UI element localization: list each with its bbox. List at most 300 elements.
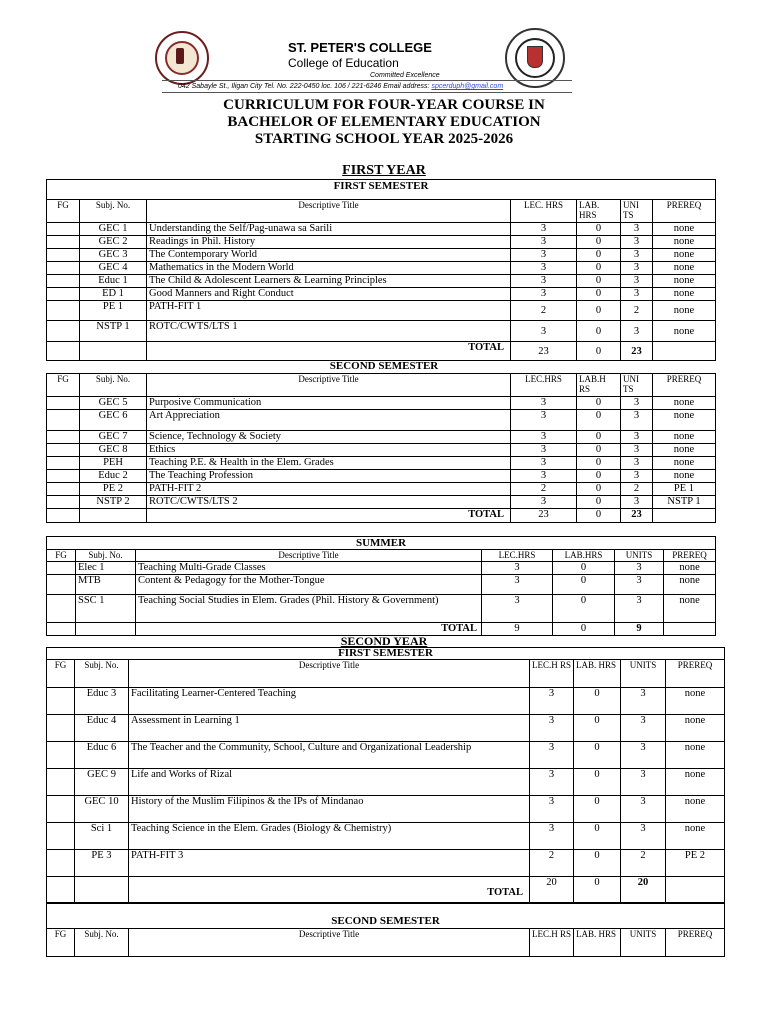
fg-cell [47,262,80,275]
lab-hrs: 0 [577,470,621,483]
lab-hrs: 0 [577,301,621,321]
total-label: TOTAL [136,623,482,636]
total-lec: 23 [511,342,577,361]
fg-cell [47,457,80,470]
table-caption-row [47,904,725,929]
fg-cell [47,321,80,342]
table-row [47,470,716,483]
column-header: LEC.H RS [530,660,574,688]
units: 3 [621,249,653,262]
document-title-line-3: STARTING SCHOOL YEAR 2025-2026 [254,131,514,147]
units: 3 [621,262,653,275]
education-seal-logo [505,28,565,88]
units: 3 [621,715,666,742]
prereq: PE 1 [653,483,716,496]
curriculum-table-y2-s1 [46,647,725,903]
column-header: FG [47,374,80,397]
prereq: none [664,575,716,595]
subject-code: GEC 5 [80,397,147,410]
fg-cell [47,796,75,823]
total-lec: 20 [530,877,574,903]
prereq: none [653,444,716,457]
total-units: 20 [621,877,666,903]
lec-hrs: 3 [511,457,577,470]
semester-heading-second: SECOND SEMESTER [329,360,439,372]
total-row [47,509,716,523]
fg-cell [47,483,80,496]
units: 2 [621,301,653,321]
subject-code: GEC 7 [80,431,147,444]
table-row [47,483,716,496]
column-header: UNITS [621,660,666,688]
fg-cell [47,715,75,742]
empty-cell [653,342,716,361]
column-header: UNI TS [621,200,653,223]
lab-hrs: 0 [577,236,621,249]
units: 2 [621,483,653,496]
prereq: none [666,769,725,796]
subject-code: NSTP 1 [80,321,147,342]
units: 3 [621,742,666,769]
table-row [47,236,716,249]
address-text: 042 Sabayle St., Iligan City Tel. No. 222-0450 loc. 106 / 221-6246 Email address: [178,83,432,90]
lec-hrs: 3 [511,249,577,262]
prereq: none [653,249,716,262]
prereq: none [653,410,716,431]
column-header: LAB. HRS [577,200,621,223]
lab-hrs: 0 [574,715,621,742]
fg-cell [47,223,80,236]
subject-code: Sci 1 [75,823,129,850]
subject-code: GEC 4 [80,262,147,275]
prereq: none [666,796,725,823]
prereq: none [653,397,716,410]
lab-hrs: 0 [577,397,621,410]
lec-hrs: 3 [511,288,577,301]
table-row [47,444,716,457]
units: 3 [615,575,664,595]
units: 3 [621,796,666,823]
column-header: Subj. No. [76,550,136,562]
column-header: LEC.HRS [482,550,553,562]
column-header: UNITS [621,929,666,957]
lab-hrs: 0 [574,688,621,715]
lec-hrs: 3 [482,575,553,595]
column-header: LAB.H RS [577,374,621,397]
semester-label: FIRST SEMESTER [47,648,725,660]
column-header: PREREQ [653,200,716,223]
total-label: TOTAL [129,877,530,903]
fg-cell [47,877,75,903]
subject-title: ROTC/CWTS/LTS 2 [147,496,511,509]
column-header: PREREQ [666,929,725,957]
column-header: UNITS [615,550,664,562]
column-header: LAB. HRS [574,660,621,688]
column-header: Descriptive Title [136,550,482,562]
table-row [47,249,716,262]
table-row [47,823,725,850]
curriculum-table-y1-s2 [46,373,716,523]
units: 3 [621,410,653,431]
lec-hrs: 3 [511,444,577,457]
prereq: none [653,275,716,288]
subject-code: GEC 2 [80,236,147,249]
subject-code: GEC 9 [75,769,129,796]
total-units: 23 [621,342,653,361]
units: 3 [621,444,653,457]
subject-title: The Teacher and the Community, School, Culture and Organizational Leadership [129,742,530,769]
lec-hrs: 2 [511,301,577,321]
column-header: Descriptive Title [129,929,530,957]
college-address [178,83,503,90]
fg-cell [47,470,80,483]
table-row [47,742,725,769]
lab-hrs: 0 [577,275,621,288]
units: 3 [621,769,666,796]
column-header: FG [47,929,75,957]
units: 3 [621,236,653,249]
subject-code: PE 3 [75,850,129,877]
subject-title: Understanding the Self/Pag-unawa sa Sarili [147,223,511,236]
lec-hrs: 3 [511,496,577,509]
total-lab: 0 [574,877,621,903]
prereq: none [664,562,716,575]
column-header: UNI TS [621,374,653,397]
lab-hrs: 0 [574,796,621,823]
table-row [47,796,725,823]
subject-title: Art Appreciation [147,410,511,431]
total-label: TOTAL [147,342,511,361]
table-row [47,496,716,509]
fg-cell [47,275,80,288]
fg-cell [47,496,80,509]
table-row [47,397,716,410]
total-lab: 0 [553,623,615,636]
subject-title: Good Manners and Right Conduct [147,288,511,301]
subject-code: GEC 6 [80,410,147,431]
table-row [47,262,716,275]
subject-title: The Teaching Profession [147,470,511,483]
subject-code: GEC 10 [75,796,129,823]
units: 3 [615,562,664,575]
column-header: FG [47,550,76,562]
fg-cell [47,342,80,361]
prereq: none [653,321,716,342]
prereq: none [653,431,716,444]
lab-hrs: 0 [577,431,621,444]
table-row [47,223,716,236]
prereq: PE 2 [666,850,725,877]
subject-code: PEH [80,457,147,470]
lab-hrs: 0 [553,562,615,575]
units: 3 [621,457,653,470]
semester-label: SUMMER [47,537,716,550]
units: 3 [621,321,653,342]
fg-cell [47,562,76,575]
subject-code: PE 1 [80,301,147,321]
table-row [47,769,725,796]
table-header-row [47,374,716,397]
units: 3 [621,397,653,410]
fg-cell [47,288,80,301]
table-header-row [47,929,725,957]
table-row [47,288,716,301]
total-lab: 0 [577,509,621,523]
subject-title: Readings in Phil. History [147,236,511,249]
empty-cell [75,877,129,903]
units: 3 [621,470,653,483]
total-label: TOTAL [147,509,511,523]
lec-hrs: 3 [511,410,577,431]
lab-hrs: 0 [577,444,621,457]
units: 3 [615,595,664,623]
document-title-line-2: BACHELOR OF ELEMENTARY EDUCATION [227,114,541,130]
lec-hrs: 3 [511,470,577,483]
subject-title: PATH-FIT 1 [147,301,511,321]
header-divider-bottom [162,92,572,93]
total-lab: 0 [577,342,621,361]
lec-hrs: 3 [530,823,574,850]
lec-hrs: 3 [511,223,577,236]
lab-hrs: 0 [577,410,621,431]
lab-hrs: 0 [574,769,621,796]
prereq: none [666,823,725,850]
column-header: Descriptive Title [129,660,530,688]
column-header: Subj. No. [75,660,129,688]
subject-code: MTB [76,575,136,595]
table-row [47,321,716,342]
subject-title: Teaching Multi-Grade Classes [136,562,482,575]
lab-hrs: 0 [574,823,621,850]
college-subtitle: College of Education [288,56,399,70]
subject-title: Purposive Communication [147,397,511,410]
table-header-row [47,660,725,688]
column-header: LEC.HRS [511,374,577,397]
empty-cell [80,342,147,361]
prereq: none [653,457,716,470]
column-header: Subj. No. [80,374,147,397]
fg-cell [47,850,75,877]
document-title-line-1: CURRICULUM FOR FOUR-YEAR COURSE IN [223,97,545,113]
subject-title: PATH-FIT 2 [147,483,511,496]
subject-code: PE 2 [80,483,147,496]
lab-hrs: 0 [574,850,621,877]
prereq: none [653,301,716,321]
fg-cell [47,688,75,715]
lec-hrs: 3 [530,796,574,823]
prereq: none [666,742,725,769]
lec-hrs: 3 [511,431,577,444]
subject-title: Facilitating Learner-Centered Teaching [129,688,530,715]
semester-label: SECOND SEMESTER [47,904,725,929]
subject-title: History of the Muslim Filipinos & the IPs of Mindanao [129,796,530,823]
table-caption-row [47,648,725,660]
table-caption-row [47,180,716,200]
subject-title: Mathematics in the Modern World [147,262,511,275]
column-header: LEC. HRS [511,200,577,223]
college-seal-logo [155,31,209,85]
email-link[interactable]: spcerduph@gmail.com [431,83,504,90]
table-row [47,715,725,742]
subject-title: Content & Pedagogy for the Mother-Tongue [136,575,482,595]
table-header-row [47,200,716,223]
fg-cell [47,769,75,796]
subject-title: Assessment in Learning 1 [129,715,530,742]
column-header: Descriptive Title [147,200,511,223]
semester-label: FIRST SEMESTER [47,180,716,200]
subject-code: Educ 2 [80,470,147,483]
table-row [47,595,716,623]
table-row [47,575,716,595]
subject-code: Educ 6 [75,742,129,769]
units: 3 [621,288,653,301]
fg-cell [47,595,76,623]
units: 3 [621,431,653,444]
lec-hrs: 3 [530,715,574,742]
subject-code: GEC 8 [80,444,147,457]
units: 3 [621,823,666,850]
fg-cell [47,249,80,262]
subject-code: Educ 3 [75,688,129,715]
empty-cell [666,877,725,903]
table-row [47,850,725,877]
units: 3 [621,223,653,236]
column-header: LAB.HRS [553,550,615,562]
table-row [47,431,716,444]
column-header: PREREQ [653,374,716,397]
prereq: none [653,262,716,275]
subject-code: GEC 3 [80,249,147,262]
total-lec: 23 [511,509,577,523]
lec-hrs: 2 [530,850,574,877]
fg-cell [47,742,75,769]
subject-title: Teaching P.E. & Health in the Elem. Grades [147,457,511,470]
lab-hrs: 0 [577,262,621,275]
column-header: PREREQ [666,660,725,688]
table-row [47,457,716,470]
fg-cell [47,410,80,431]
year-heading-second: SECOND YEAR [340,634,428,648]
lab-hrs: 0 [577,249,621,262]
lab-hrs: 0 [577,321,621,342]
prereq: none [653,223,716,236]
column-header: FG [47,200,80,223]
lab-hrs: 0 [553,595,615,623]
lec-hrs: 3 [511,397,577,410]
subject-title: Life and Works of Rizal [129,769,530,796]
fg-cell [47,397,80,410]
total-row [47,877,725,903]
prereq: none [664,595,716,623]
column-header: PREREQ [664,550,716,562]
units: 3 [621,275,653,288]
fg-cell [47,431,80,444]
total-lec: 9 [482,623,553,636]
column-header: Subj. No. [75,929,129,957]
subject-code: NSTP 2 [80,496,147,509]
subject-title: PATH-FIT 3 [129,850,530,877]
table-row [47,688,725,715]
fg-cell [47,236,80,249]
lec-hrs: 3 [482,595,553,623]
lab-hrs: 0 [553,575,615,595]
lab-hrs: 0 [577,496,621,509]
prereq: none [653,236,716,249]
lec-hrs: 3 [511,275,577,288]
fg-cell [47,823,75,850]
lec-hrs: 2 [511,483,577,496]
total-units: 23 [621,509,653,523]
subject-code: SSC 1 [76,595,136,623]
college-name: ST. PETER'S COLLEGE [288,40,432,55]
prereq: none [666,688,725,715]
fg-cell [47,444,80,457]
subject-title: Teaching Science in the Elem. Grades (Biology & Chemistry) [129,823,530,850]
subject-title: The Contemporary World [147,249,511,262]
prereq: none [653,470,716,483]
curriculum-table-y1-s1 [46,179,716,361]
fg-cell [47,301,80,321]
lab-hrs: 0 [577,483,621,496]
lec-hrs: 3 [530,769,574,796]
fg-cell [47,509,80,523]
column-header: Descriptive Title [147,374,511,397]
table-caption-row [47,537,716,550]
college-tagline: Committed Excellence [370,72,440,79]
subject-title: The Child & Adolescent Learners & Learning Principles [147,275,511,288]
table-row [47,275,716,288]
lab-hrs: 0 [577,457,621,470]
subject-code: Educ 4 [75,715,129,742]
lab-hrs: 0 [577,288,621,301]
table-row [47,301,716,321]
table-row [47,562,716,575]
table-header-row [47,550,716,562]
year-heading-first: FIRST YEAR [342,163,426,178]
lec-hrs: 3 [511,262,577,275]
column-header: LAB. HRS [574,929,621,957]
lab-hrs: 0 [577,223,621,236]
column-header: FG [47,660,75,688]
prereq: none [653,288,716,301]
column-header: Subj. No. [80,200,147,223]
lec-hrs: 3 [511,321,577,342]
lec-hrs: 3 [530,742,574,769]
units: 3 [621,688,666,715]
subject-title: Science, Technology & Society [147,431,511,444]
lec-hrs: 3 [530,688,574,715]
curriculum-table-summer [46,536,716,636]
lec-hrs: 3 [482,562,553,575]
header-divider [162,80,572,81]
total-row [47,342,716,361]
empty-cell [80,509,147,523]
units: 2 [621,850,666,877]
column-header: LEC.H RS [530,929,574,957]
subject-code: Elec 1 [76,562,136,575]
subject-code: Educ 1 [80,275,147,288]
prereq: NSTP 1 [653,496,716,509]
subject-title: Teaching Social Studies in Elem. Grades (Phil. History & Government) [136,595,482,623]
fg-cell [47,575,76,595]
curriculum-table-y2-s2 [46,903,725,957]
prereq: none [666,715,725,742]
subject-title: ROTC/CWTS/LTS 1 [147,321,511,342]
units: 3 [621,496,653,509]
lec-hrs: 3 [511,236,577,249]
subject-code: GEC 1 [80,223,147,236]
empty-cell [653,509,716,523]
